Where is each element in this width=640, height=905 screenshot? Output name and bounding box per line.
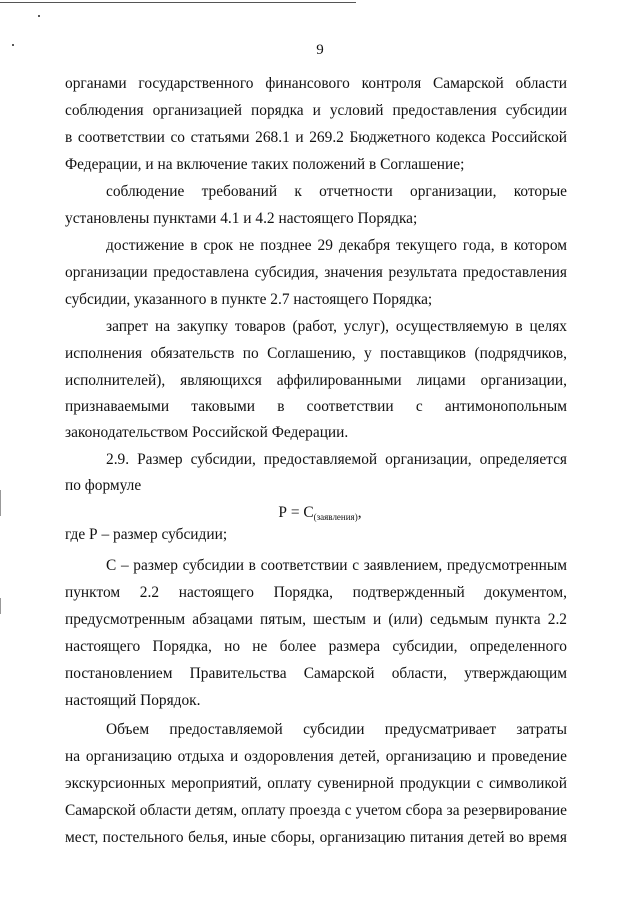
- text-line: 2.9. Размер субсидии, предоставляемой организации, определяется: [106, 451, 567, 468]
- text-line: исполнения обязательств по Соглашению, у поставщиков (подрядчиков,: [65, 345, 567, 362]
- text-line: по формуле: [65, 477, 142, 494]
- formula-tail: ,: [357, 504, 362, 521]
- text-line: С – размер субсидии в соответствии с заявлением, предусмотренным: [106, 557, 567, 574]
- scan-edge-mark: [0, 598, 1, 614]
- text-line: постановлением Правительства Самарской области, утверждающим: [65, 665, 567, 682]
- formula: [0, 503, 640, 527]
- text-line: соблюдения организацией порядка и условий предоставления субсидии: [65, 102, 567, 119]
- text-line: признаваемыми таковыми в соответствии с антимонопольным: [65, 398, 567, 415]
- text-line: настоящий Порядок.: [65, 692, 201, 709]
- text-line: достижение в срок не позднее 29 декабря текущего года, в котором: [106, 237, 567, 254]
- scan-top-rule: [0, 2, 356, 3]
- formula-subscript: (заявления): [313, 512, 358, 522]
- text-line: где Р – размер субсидии;: [65, 526, 228, 543]
- text-line: организации предоставлена субсидия, значения результата предоставления: [65, 264, 567, 281]
- text-line: Федерации, и на включение таких положений в Соглашение;: [65, 156, 465, 173]
- text-line: исполнителей), являющихся аффилированными лицами организации,: [65, 372, 567, 389]
- text-line: соблюдение требований к отчетности организации, которые: [106, 183, 567, 200]
- text-line: законодательством Российской Федерации.: [65, 424, 349, 441]
- scan-speck: [38, 15, 40, 17]
- formula-main: Р = С: [278, 504, 314, 521]
- text-line: запрет на закупку товаров (работ, услуг), осуществляемую в целях: [106, 318, 567, 335]
- text-line: субсидии, указанного в пункте 2.7 настоящего Порядка;: [65, 291, 433, 308]
- text-line: предусмотренным абзацами пятым, шестым и (или) седьмым пункта 2.2: [65, 611, 567, 628]
- text-line: Объем предоставляемой субсидии предусматривает затраты: [106, 721, 567, 738]
- text-line: мест, постельного белья, иные сборы, организацию питания детей во время: [65, 829, 567, 846]
- text-line: пунктом 2.2 настоящего Порядка, подтвержденный документом,: [65, 584, 567, 601]
- text-line: органами государственного финансового контроля Самарской области: [65, 75, 567, 92]
- text-line: настоящего Порядка, но не более размера субсидии, определенного: [65, 638, 567, 655]
- page-number: 9: [316, 42, 324, 58]
- text-line: установлены пунктами 4.1 и 4.2 настоящего Порядка;: [65, 210, 418, 227]
- text-line: на организацию отдыха и оздоровления детей, организацию и проведение: [65, 748, 567, 765]
- text-line: Самарской области детям, оплату проезда с учетом сбора за резервирование: [65, 802, 567, 819]
- text-line: в соответствии со статьями 268.1 и 269.2 Бюджетного кодекса Российской: [65, 129, 567, 146]
- text-line: экскурсионных мероприятий, оплату сувенирной продукции с символикой: [65, 775, 567, 792]
